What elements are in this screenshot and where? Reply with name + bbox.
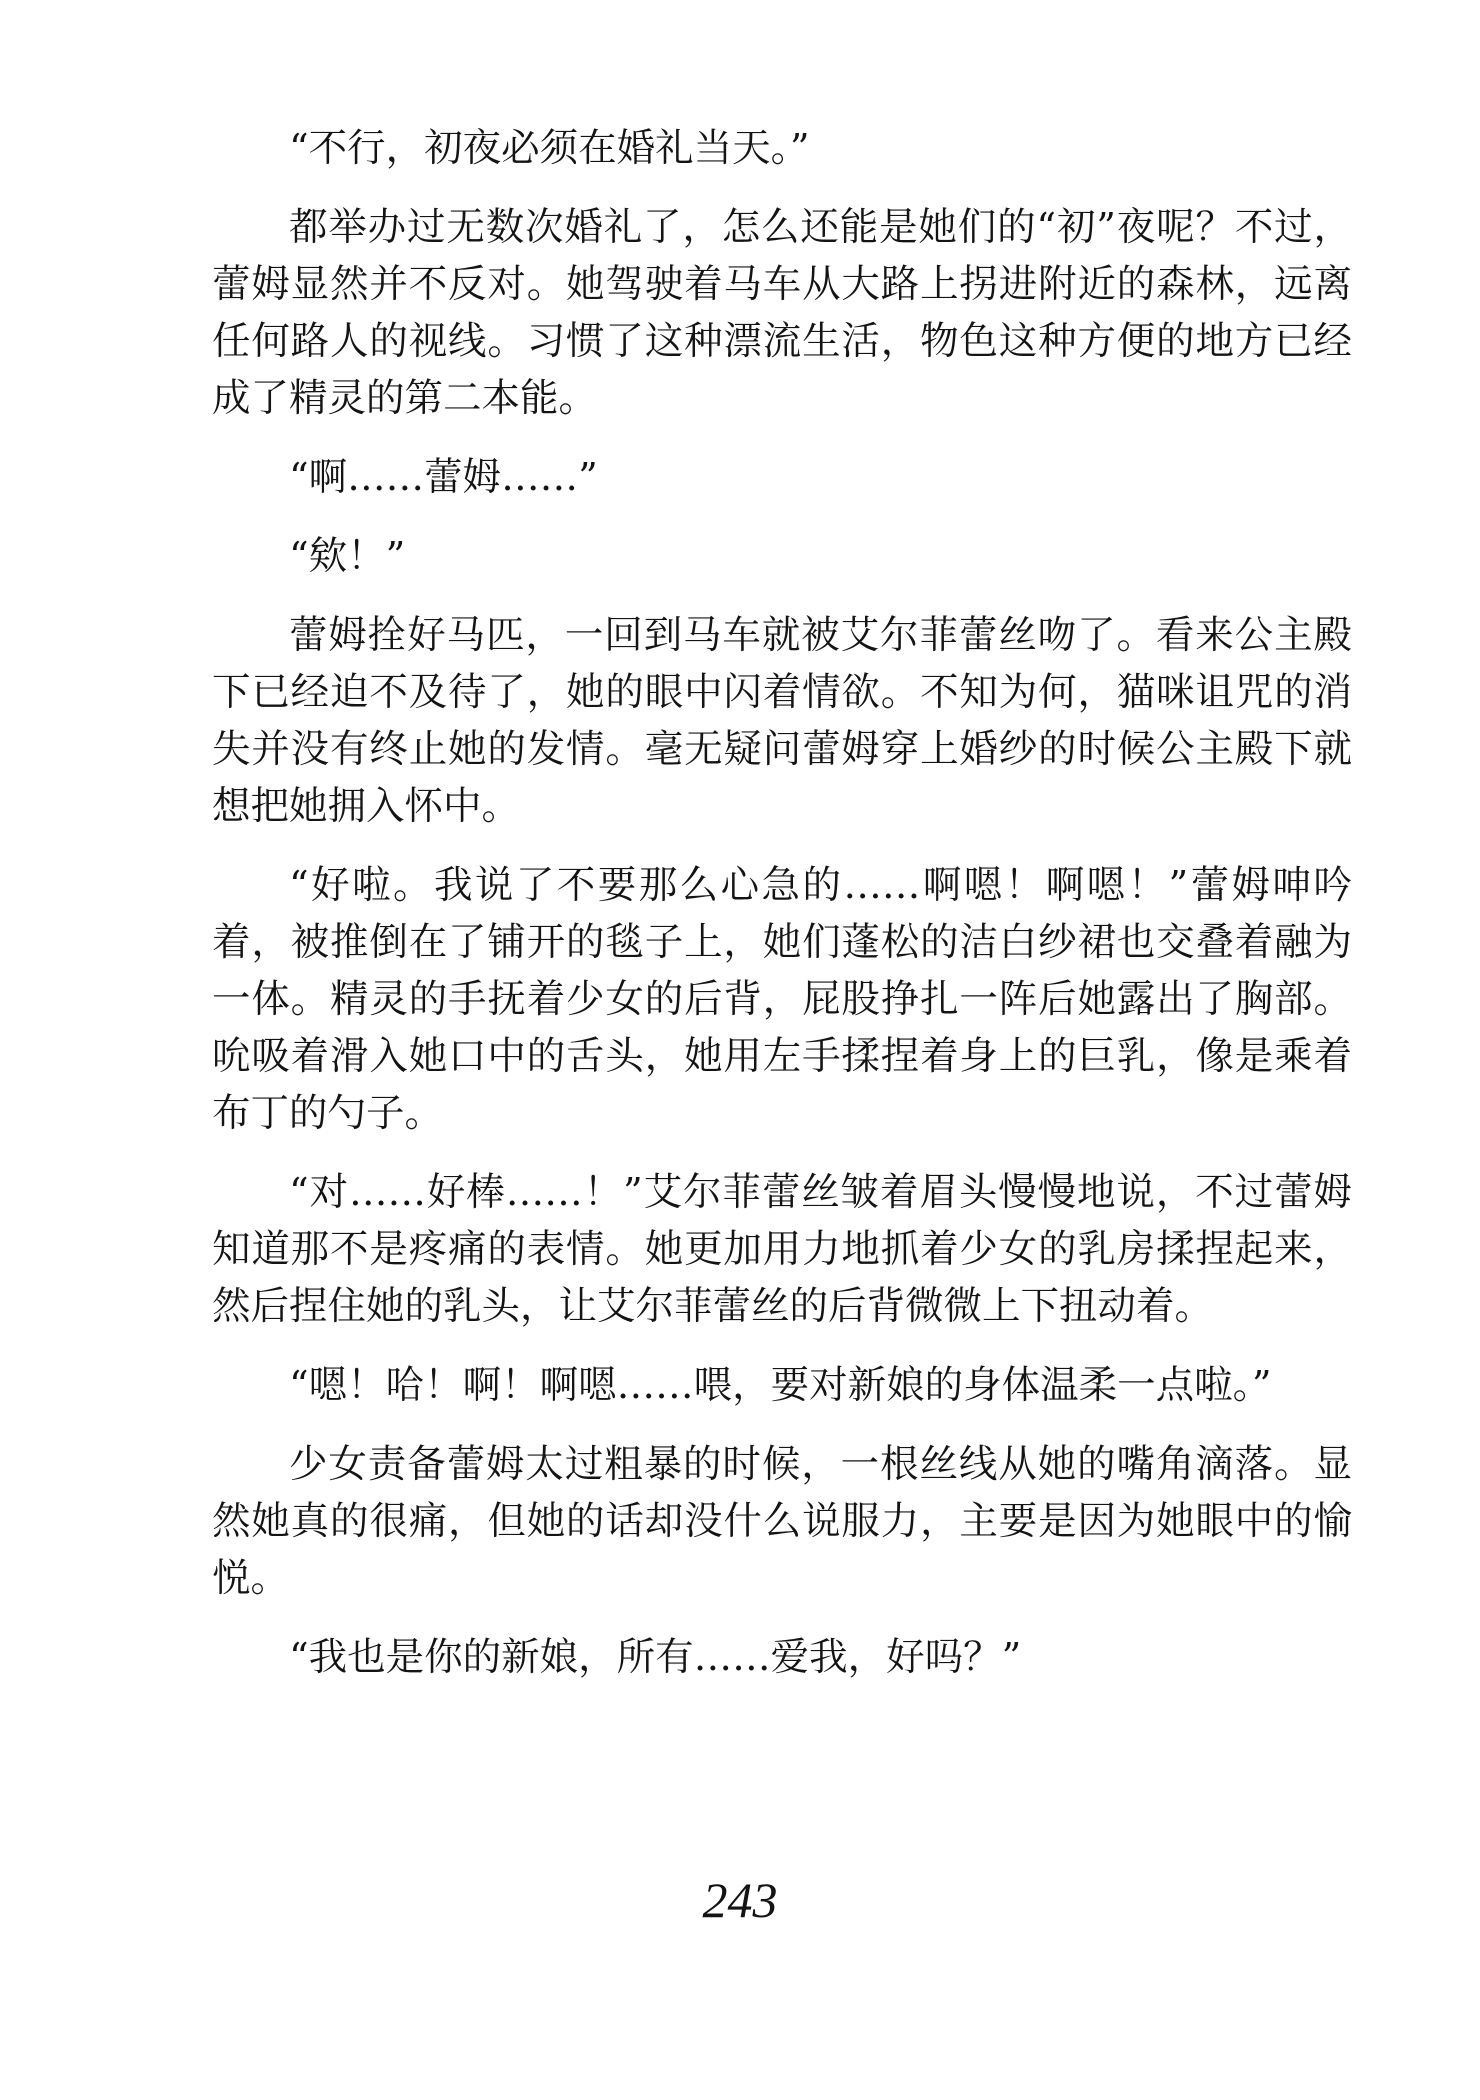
page-number: 243 xyxy=(702,1872,778,1928)
paragraph: 蕾姆拴好马匹，一回到马车就被艾尔菲蕾丝吻了。看来公主殿下已经迫不及待了，她的眼中闪着情欲。不知为何，猫咪诅咒的消失并没有终止她的发情。毫无疑问蕾姆穿上婚纱的时候公主殿下就想把她拥入怀中。 xyxy=(212,613,1352,829)
paragraph: “我也是你的新娘，所有……爱我，好吗？” xyxy=(289,1635,1022,1680)
paragraph: 都举办过无数次婚礼了，怎么还能是她们的“初”夜呢？不过，蕾姆显然并不反对。她驾驶着马车从大路上拐进附近的森林，远离任何路人的视线。习惯了这种漂流生活，物色这种方便的地方已经成了精灵的第二本能。 xyxy=(212,205,1352,421)
paragraph: “嗯！哈！啊！啊嗯……喂，要对新娘的身体温柔一点啦。” xyxy=(289,1363,1272,1408)
paragraph: “不行，初夜必须在婚礼当天。” xyxy=(289,126,810,171)
paragraph: “好啦。我说了不要那么心急的……啊嗯！啊嗯！”蕾姆呻吟着，被推倒在了铺开的毯子上，她们蓬松的洁白纱裙也交叠着融为一体。精灵的手抚着少女的后背，屁股挣扎一阵后她露出了胸部。吮吸着滑入她口中的舌头，她用左手揉捏着身上的巨乳，像是乘着布丁的勺子。 xyxy=(212,863,1352,1136)
paragraph: “啊……蕾姆……” xyxy=(289,455,598,500)
paragraph: 少女责备蕾姆太过粗暴的时候，一根丝线从她的嘴角滴落。显然她真的很痛，但她的话却没什么说服力，主要是因为她眼中的愉悦。 xyxy=(212,1442,1352,1601)
page-body xyxy=(212,120,1352,1708)
paragraph: “欸！” xyxy=(289,534,406,579)
paragraph: “对……好棒……！”艾尔菲蕾丝皱着眉头慢慢地说，不过蕾姆知道那不是疼痛的表情。她更加用力地抓着少女的乳房揉捏起来，然后捏住她的乳头，让艾尔菲蕾丝的后背微微上下扭动着。 xyxy=(212,1170,1352,1329)
